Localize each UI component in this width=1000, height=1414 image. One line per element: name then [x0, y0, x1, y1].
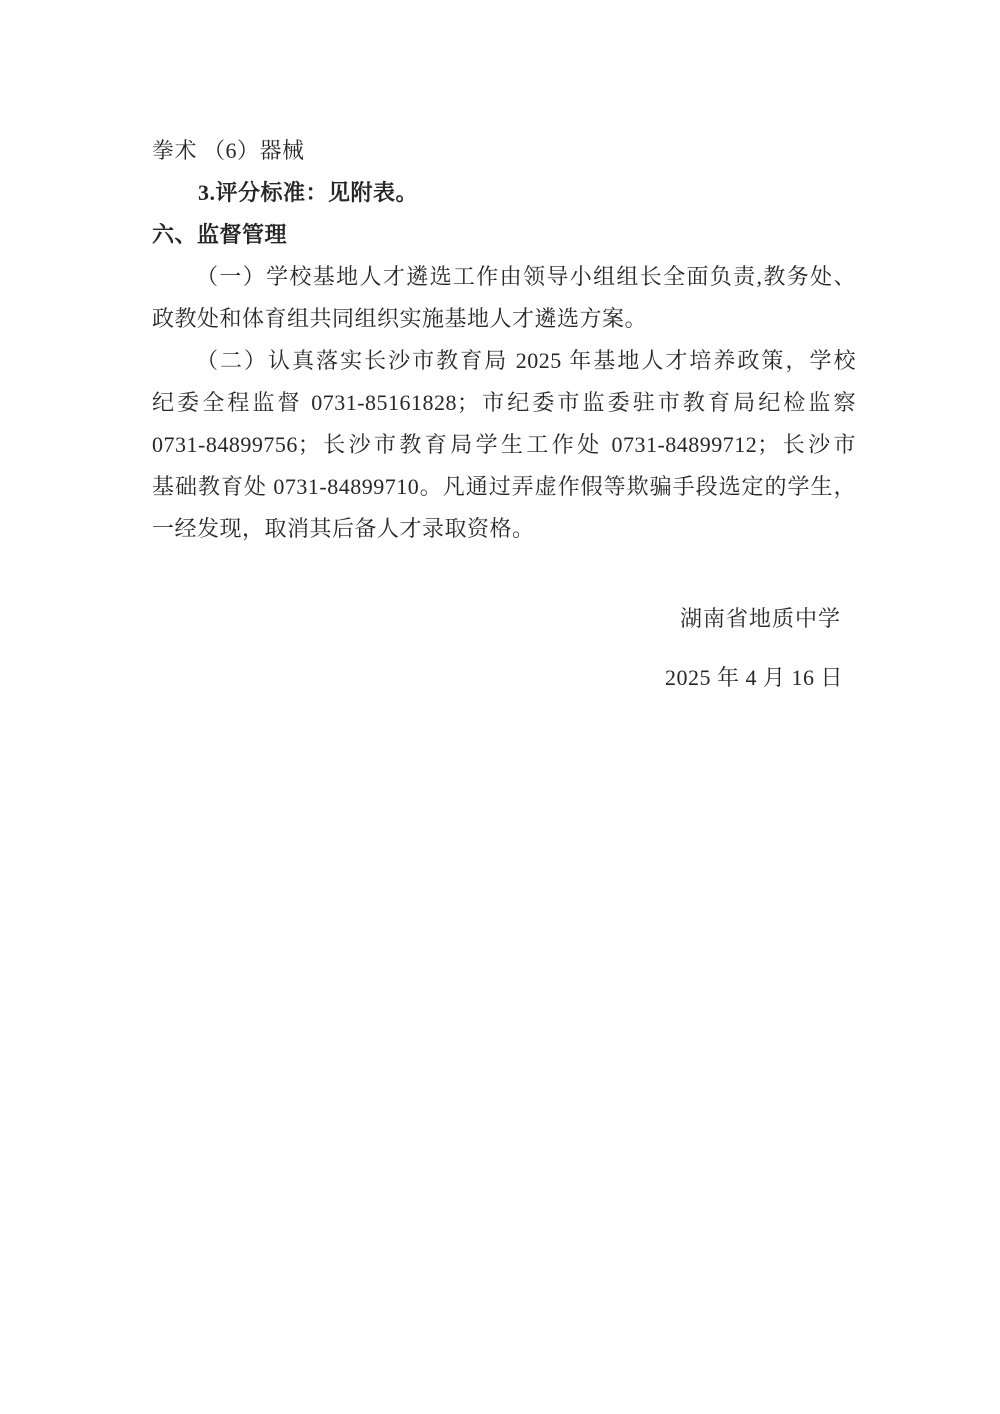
signature-organization: 湖南省地质中学 — [679, 606, 841, 631]
paragraph-two-line-2: 纪委全程监督 0731-85161828；市纪委市监委驻市教育局纪检监察 — [152, 390, 856, 415]
paragraph-one-line-2: 政教处和体育组共同组织实施基地人才遴选方案。 — [152, 306, 648, 331]
closing-block — [152, 598, 856, 699]
paragraph-two-line-4: 基础教育处 0731-84899710。凡通过弄虚作假等欺骗手段选定的学生， — [152, 474, 856, 499]
paragraph-two-line-1: （二）认真落实长沙市教育局 2025 年基地人才培养政策，学校 — [196, 348, 856, 373]
paragraph-two-line-5: 一经发现，取消其后备人才录取资格。 — [152, 516, 535, 541]
document-body — [152, 130, 856, 550]
list-continuation-line: 拳术 （6）器械 — [152, 138, 305, 163]
signature-date: 2025 年 4 月 16 日 — [664, 665, 843, 690]
paragraph-one-line-1: （一）学校基地人才遴选工作由领导小组组长全面负责,教务处、 — [196, 264, 856, 289]
scoring-standard-line: 3.评分标准：见附表。 — [198, 180, 419, 205]
paragraph-two-line-3: 0731-84899756；长沙市教育局学生工作处 0731-84899712；长沙市 — [152, 432, 856, 457]
section-heading-supervision: 六、监督管理 — [152, 222, 288, 247]
